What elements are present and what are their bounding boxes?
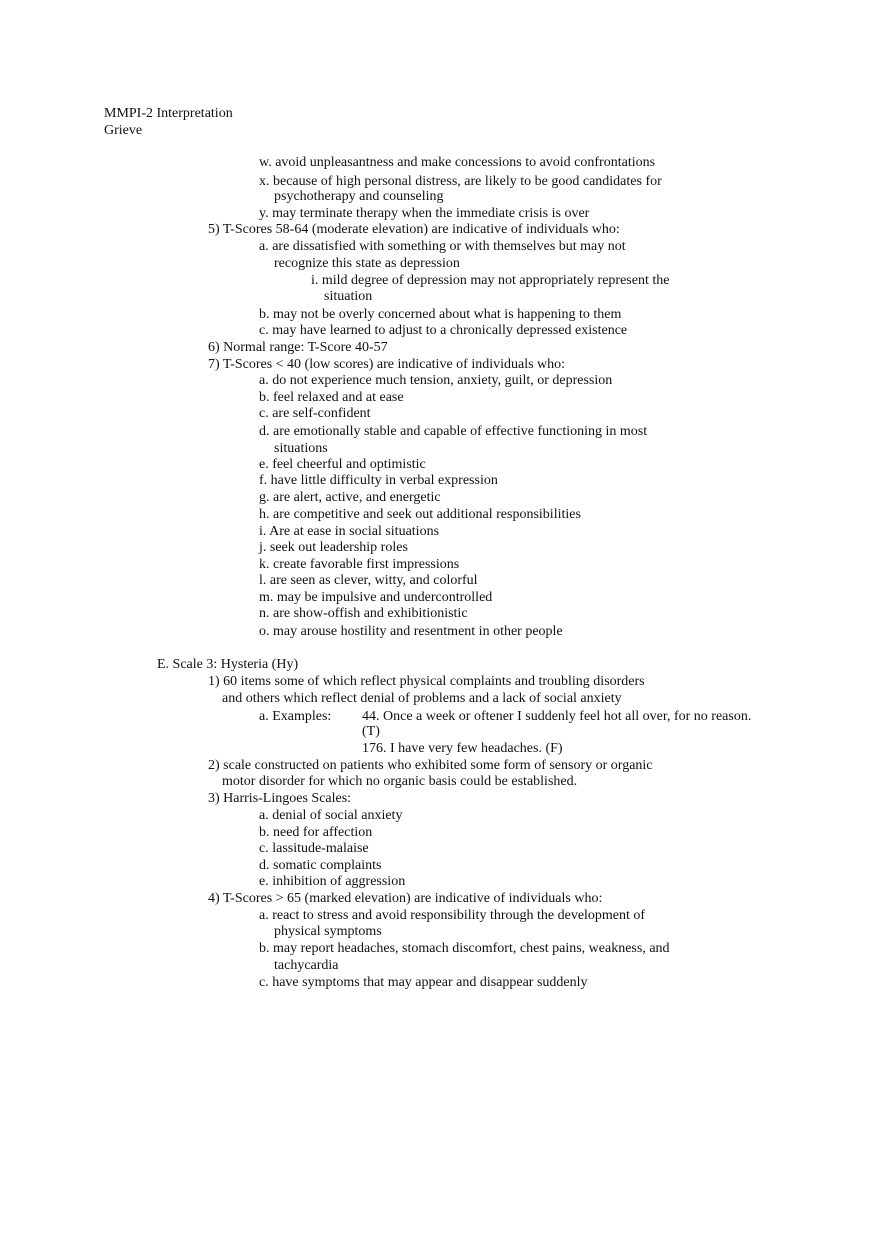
- document-title: MMPI-2 Interpretation: [104, 106, 233, 121]
- section-point-heading: 2) scale constructed on patients who exhibited some form of sensory or organic: [208, 758, 653, 773]
- list-item: b. may not be overly concerned about what is happening to them: [259, 307, 622, 322]
- list-item-continuation: physical symptoms: [274, 924, 382, 939]
- list-item-continuation: situations: [274, 441, 328, 456]
- example-item-continuation: (T): [362, 724, 380, 739]
- list-item: n. are show-offish and exhibitionistic: [259, 606, 468, 621]
- section-point-heading: 3) Harris-Lingoes Scales:: [208, 791, 352, 806]
- section-heading: E. Scale 3: Hysteria (Hy): [157, 657, 299, 672]
- list-item: m. may be impulsive and undercontrolled: [259, 590, 493, 605]
- list-item: e. inhibition of aggression: [259, 874, 406, 889]
- list-item: b. may report headaches, stomach discomfort, chest pains, weakness, and: [259, 941, 670, 956]
- examples-label: a. Examples:: [259, 709, 332, 724]
- list-item: e. feel cheerful and optimistic: [259, 457, 426, 472]
- sub-list-item-continuation: situation: [324, 289, 373, 304]
- section-point-heading: 7) T-Scores < 40 (low scores) are indicative of individuals who:: [208, 357, 566, 372]
- section-point-continuation: and others which reflect denial of problems and a lack of social anxiety: [222, 691, 622, 706]
- list-item: c. lassitude-malaise: [259, 841, 369, 856]
- list-item: a. denial of social anxiety: [259, 808, 403, 823]
- section-point-continuation: motor disorder for which no organic basis could be established.: [222, 774, 578, 789]
- list-item: a. are dissatisfied with something or with themselves but may not: [259, 239, 626, 254]
- list-item: o. may arouse hostility and resentment in other people: [259, 624, 563, 639]
- list-item: y. may terminate therapy when the immediate crisis is over: [259, 206, 590, 221]
- sub-list-item: i. mild degree of depression may not appropriately represent the: [311, 273, 670, 288]
- list-item: k. create favorable first impressions: [259, 557, 460, 572]
- section-point-heading: 1) 60 items some of which reflect physical complaints and troubling disorders: [208, 674, 645, 689]
- list-item-continuation: tachycardia: [274, 958, 339, 973]
- list-item: c. have symptoms that may appear and disappear suddenly: [259, 975, 588, 990]
- list-item-continuation: psychotherapy and counseling: [274, 189, 444, 204]
- list-item: b. need for affection: [259, 825, 373, 840]
- list-item: i. Are at ease in social situations: [259, 524, 440, 539]
- list-item: d. somatic complaints: [259, 858, 382, 873]
- list-item-continuation: recognize this state as depression: [274, 256, 460, 271]
- list-item: x. because of high personal distress, are likely to be good candidates for: [259, 174, 662, 189]
- list-item: c. are self-confident: [259, 406, 371, 421]
- list-item: g. are alert, active, and energetic: [259, 490, 441, 505]
- section-point-heading: 4) T-Scores > 65 (marked elevation) are indicative of individuals who:: [208, 891, 603, 906]
- section-point-heading: 6) Normal range: T-Score 40-57: [208, 340, 388, 355]
- list-item: b. feel relaxed and at ease: [259, 390, 404, 405]
- example-item: 44. Once a week or oftener I suddenly feel hot all over, for no reason.: [362, 709, 752, 724]
- section-point-heading: 5) T-Scores 58-64 (moderate elevation) are indicative of individuals who:: [208, 222, 620, 237]
- list-item: w. avoid unpleasantness and make concessions to avoid confrontations: [259, 155, 656, 170]
- list-item: a. react to stress and avoid responsibility through the development of: [259, 908, 646, 923]
- list-item: c. may have learned to adjust to a chronically depressed existence: [259, 323, 628, 338]
- example-item: 176. I have very few headaches. (F): [362, 741, 563, 756]
- list-item: h. are competitive and seek out additional responsibilities: [259, 507, 581, 522]
- list-item: d. are emotionally stable and capable of effective functioning in most: [259, 424, 648, 439]
- document-author: Grieve: [104, 123, 143, 138]
- list-item: a. do not experience much tension, anxiety, guilt, or depression: [259, 373, 613, 388]
- list-item: j. seek out leadership roles: [259, 540, 408, 555]
- list-item: l. are seen as clever, witty, and colorful: [259, 573, 478, 588]
- list-item: f. have little difficulty in verbal expression: [259, 473, 498, 488]
